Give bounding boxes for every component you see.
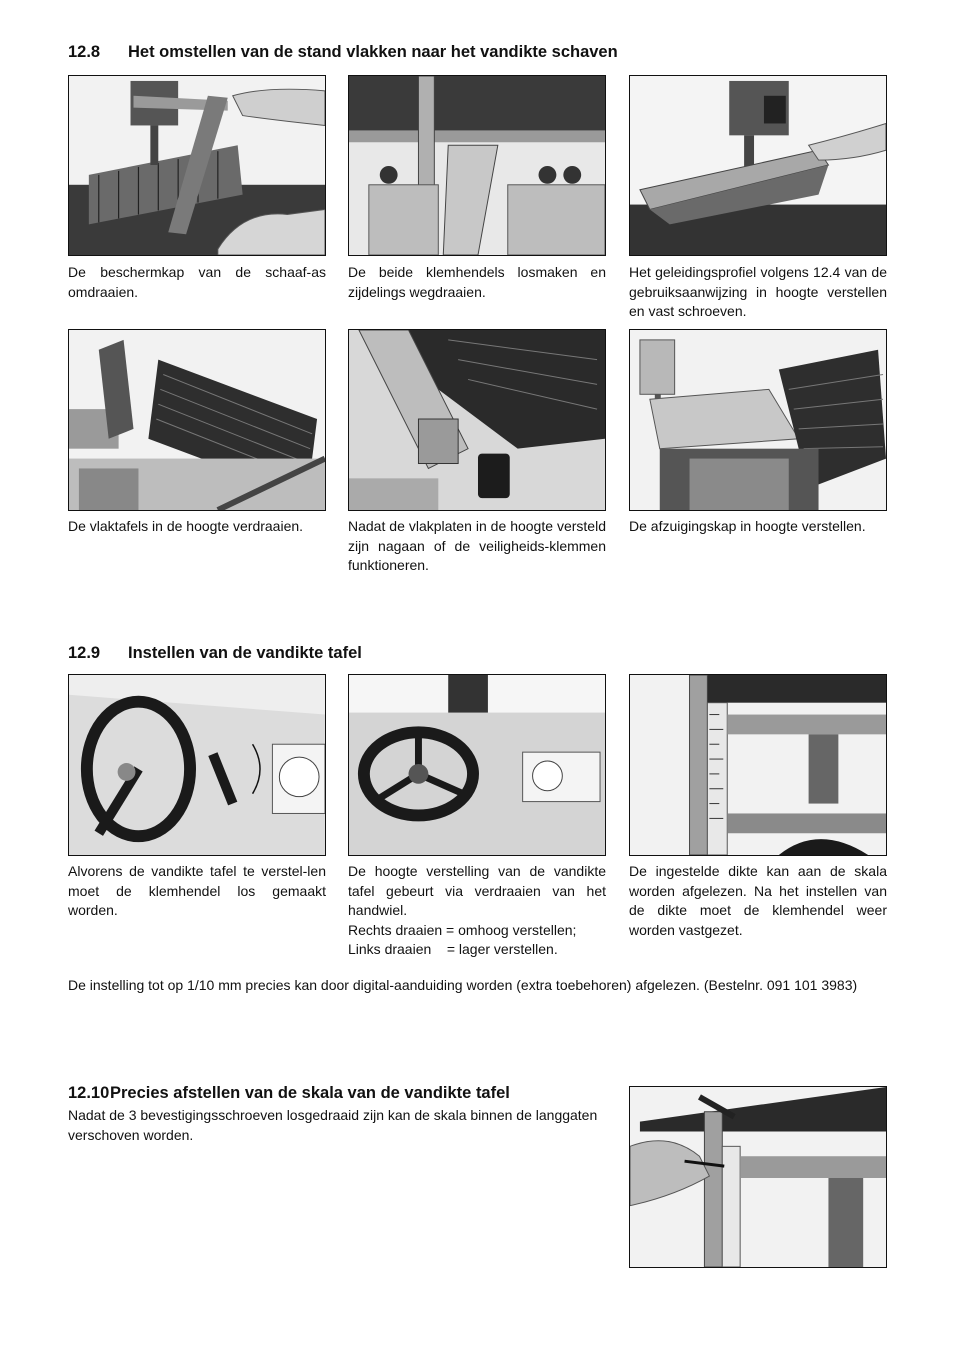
caption-fig-1: De beschermkap van de schaaf-as omdraaien. <box>68 264 326 300</box>
photo-handwheel <box>348 674 606 856</box>
photo-guide-profile <box>629 75 887 256</box>
photo-clamp-levers <box>348 75 606 256</box>
caption-fig-8-right: Rechts draaien = omhoog verstellen; <box>348 921 577 938</box>
caption-fig-5: Nadat de vlakplaten in de hoogte versteld zijn nagaan of de veiligheids-klemmen funktioneren. <box>348 518 606 573</box>
photo-clamp-lever-release <box>68 674 326 856</box>
photo-safety-clamps <box>348 329 606 511</box>
caption-fig-8-left: Links draaien = lager verstellen. <box>348 941 558 957</box>
caption-fig-7: Alvorens de vandikte tafel te verstel-len moet de klemhendel los gemaakt worden. <box>68 863 326 918</box>
section-number: 12.10 <box>68 1084 110 1102</box>
caption-fig-2: De beide klemhendels losmaken en zijdelings wegdraaien. <box>348 264 606 300</box>
section-title: Precies afstellen van de skala van de vandikte tafel <box>110 1084 510 1102</box>
section-title: Instellen van de vandikte tafel <box>128 644 362 662</box>
section-number: 12.9 <box>68 644 101 662</box>
photo-scale-adjustment <box>629 1086 887 1268</box>
digital-readout-note: De instelling tot op 1/10 mm precies kan door digital-aanduiding worden (extra toebehoren) afgelezen. (Bestelnr. 091 101 3983) <box>68 977 858 993</box>
photo-planer-guard <box>68 75 326 256</box>
caption-fig-9: De ingestelde dikte kan aan de skala worden afgelezen. Na het instellen van de dikte moet de klemhendel weer worden vastgezet. <box>629 863 887 938</box>
caption-fig-4: De vlaktafels in de hoogte verdraaien. <box>68 518 304 534</box>
caption-fig-8-text: De hoogte verstelling van de vandikte tafel gebeurt via verdraaien van het handwiel. <box>348 863 606 918</box>
section-title: Het omstellen van de stand vlakken naar het vandikte schaven <box>128 43 618 61</box>
photo-extraction-hood <box>629 329 887 511</box>
section-number: 12.8 <box>68 43 101 61</box>
section-12-10-text: Nadat de 3 bevestigingsschroeven losgedraaid zijn kan de skala binnen de langgaten verschoven worden. <box>68 1107 598 1143</box>
caption-fig-6: De afzuigingskap in hoogte verstellen. <box>629 518 866 534</box>
caption-fig-8 <box>348 862 606 960</box>
caption-fig-3: Het geleidingsprofiel volgens 12.4 van de gebruiksaanwijzing in hoogte verstellen en vast schroeven. <box>629 264 887 319</box>
section-heading-12-9 <box>68 644 362 663</box>
section-heading-12-10 <box>68 1084 510 1103</box>
photo-thickness-scale <box>629 674 887 856</box>
section-heading-12-8 <box>68 43 618 62</box>
photo-planing-tables-raised <box>68 329 326 511</box>
